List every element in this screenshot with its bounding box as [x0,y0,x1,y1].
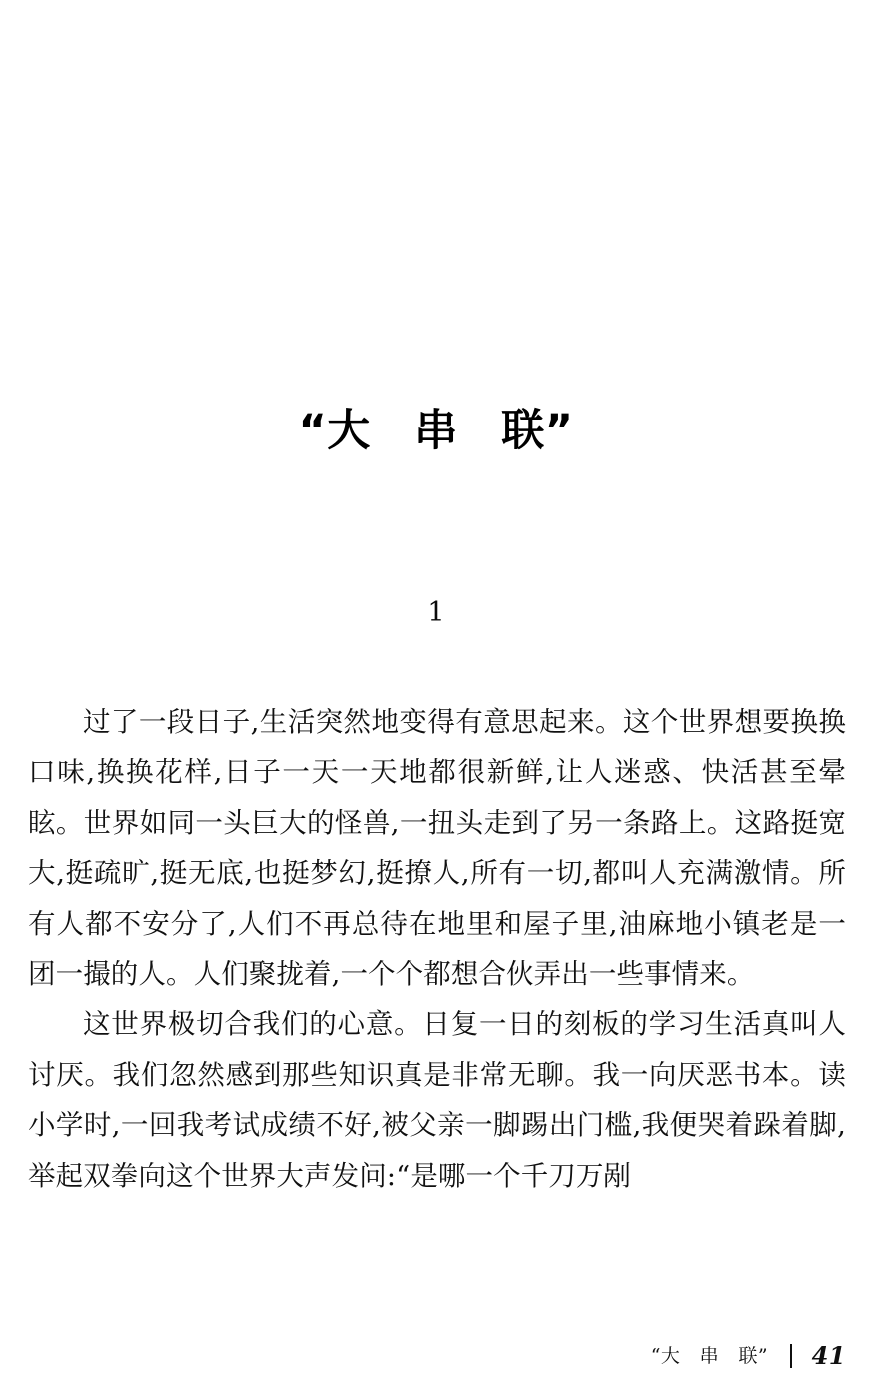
footer-running-title: “大 串 联” [650,1345,768,1367]
paragraph: 过了一段日子,生活突然地变得有意思起来。这个世界想要换换口味,换换花样,日子一天一天地都很新鲜,让人迷惑、快活甚至晕眩。世界如同一头巨大的怪兽,一扭头走到了另一条路上。这路挺宽大,挺疏旷,挺无底,也挺梦幻,挺撩人,所有一切,都叫人充满激情。所有人都不安分了,人们不再总待在地里和屋子里,油麻地小镇老是一团一撮的人。人们聚拢着,一个个都想合伙弄出一些事情来。 [28,706,846,991]
section-number: 1 [427,597,445,628]
body-text-block [28,697,846,1201]
footer-separator-rule [790,1344,792,1368]
chapter-title: “大 串 联” [298,405,574,456]
page-number: 41 [811,1341,846,1370]
paragraph: 这世界极切合我们的心意。日复一日的刻板的学习生活真叫人讨厌。我们忽然感到那些知识真是非常无聊。我一向厌恶书本。读小学时,一回我考试成绩不好,被父亲一脚踢出门槛,我便哭着跺着脚,举起双拳向这个世界大声发问:“是哪一个千刀万剐 [28,1008,846,1192]
page-footer [0,1343,872,1369]
